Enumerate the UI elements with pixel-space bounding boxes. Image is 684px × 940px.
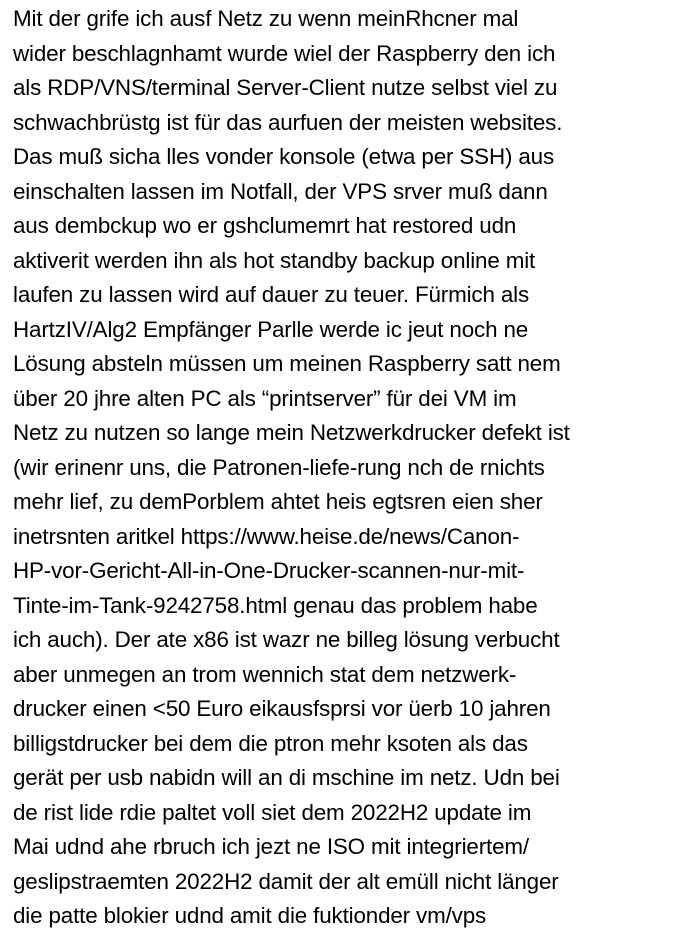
text-line-20: aber unmegen an trom wennich stat dem netzwerk- <box>13 661 517 687</box>
text-line-1: Mit der grife ich ausf Netz zu wenn meinRhcner mal <box>13 6 519 31</box>
text-line-12: über 20 jhre alten PC als “printserver” für dei VM im <box>13 385 517 411</box>
text-line-5: Das muß sicha lles vonder konsole (etwa per SSH) aus <box>13 144 555 169</box>
text-line-9: laufen zu lassen wird auf dauer zu teuer. Fürmich als <box>13 282 530 307</box>
text-line-13: Netz zu nutzen so lange mein Netzwerkdrucker defekt ist <box>13 420 570 445</box>
text-line-19: ich auch). Der ate x86 ist wazr ne billeg lösung verbucht <box>13 627 560 652</box>
text-line-4: schwachbrüstg ist für das aurfuen der meisten websites. <box>13 109 563 135</box>
text-line-6: einschalten lassen im Notfall, der VPS srver muß dann <box>13 178 548 204</box>
text-line-25: Mai udnd ahe rbruch ich jezt ne ISO mit integriertem/ <box>13 834 529 859</box>
text-line-18: Tinte-im-Tank-9242758.html genau das problem habe <box>13 592 538 618</box>
text-line-23: gerät per usb nabidn will an di mschine im netz. Udn bei <box>13 765 560 790</box>
text-line-27: die patte blokier udnd amit die fuktionder vm/vps <box>13 903 487 928</box>
text-line-11: Lösung absteln müssen um meinen Raspberry satt nem <box>13 351 561 376</box>
text-line-10: HartzIV/Alg2 Empfänger Parlle werde ic jeut noch ne <box>13 316 529 342</box>
text-line-26: geslipstraemten 2022H2 damit der alt emüll nicht länger <box>13 868 559 894</box>
text-line-15: mehr lief, zu demPorblem ahtet heis egtsren eien sher <box>13 489 543 514</box>
text-line-17: HP-vor-Gericht-All-in-One-Drucker-scannen-nur-mit- <box>13 558 525 583</box>
body-text <box>13 2 681 934</box>
text-line-3: als RDP/VNS/terminal Server-Client nutze selbst viel zu <box>13 75 558 100</box>
text-line-7: aus dembckup wo er gshclumemrt hat restored udn <box>13 213 517 238</box>
text-line-21: drucker einen <50 Euro eikausfsprsi vor üerb 10 jahren <box>13 696 551 721</box>
text-line-14: (wir erinenr uns, die Patronen-liefe-rung nch de rnichts <box>13 454 545 480</box>
text-line-24: de rist lide rdie paltet voll siet dem 2022H2 update im <box>13 799 532 825</box>
text-line-2: wider beschlagnhamt wurde wiel der Raspberry den ich <box>13 40 556 66</box>
text-line-8: aktiverit werden ihn als hot standby backup online mit <box>13 247 536 273</box>
text-line-22: billigstdrucker bei dem die ptron mehr ksoten als das <box>13 730 528 756</box>
text-line-16: inetrsnten aritkel https://www.heise.de/news/Canon- <box>13 523 520 549</box>
